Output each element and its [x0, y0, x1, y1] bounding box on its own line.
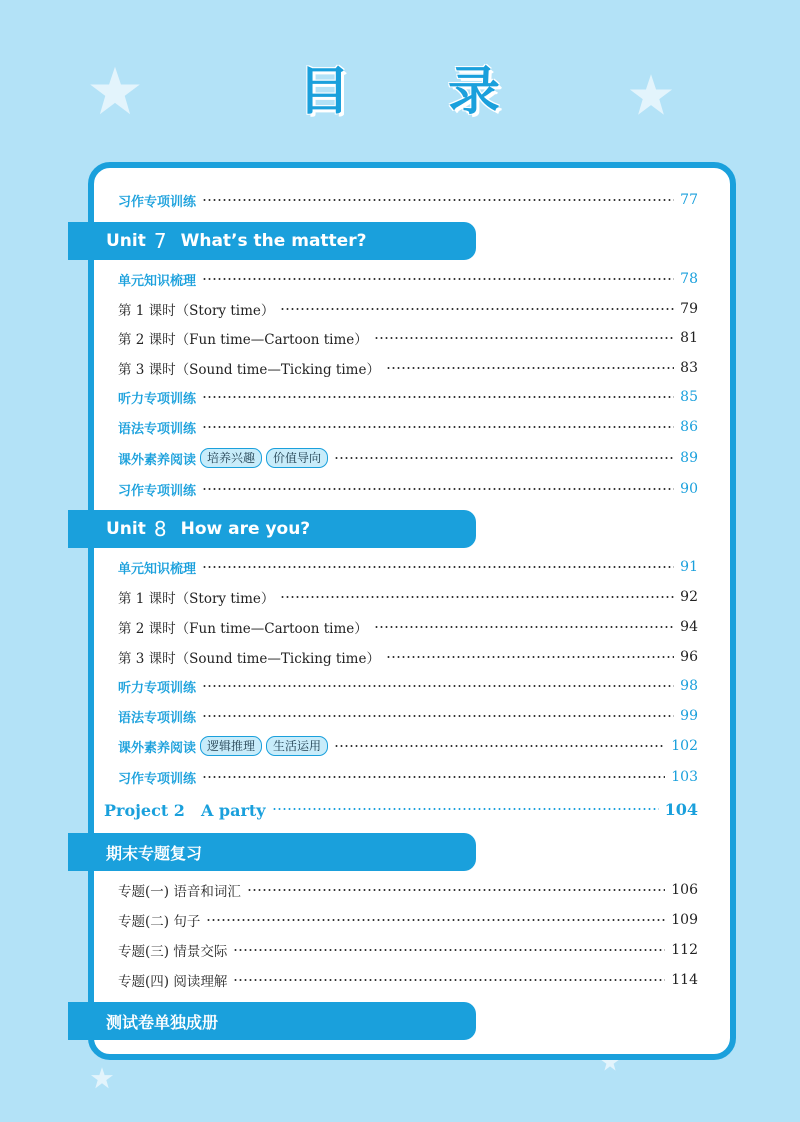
- toc-entry[interactable]: 单元知识梳理 91: [118, 559, 698, 577]
- topic-tag: 培养兴趣: [200, 448, 262, 468]
- dot-leader: [202, 278, 674, 280]
- toc-entry[interactable]: 第 1 课时（Story time） 79: [118, 301, 698, 319]
- dot-leader: [280, 308, 674, 310]
- toc-entry[interactable]: 语法专项训练 86: [118, 419, 698, 437]
- page-number: 112: [671, 942, 698, 958]
- dot-leader: [206, 919, 665, 921]
- page-number: 99: [680, 708, 698, 724]
- toc-entry[interactable]: 语法专项训练 99: [118, 708, 698, 726]
- dot-leader: [272, 808, 659, 810]
- dot-leader: [202, 776, 665, 778]
- dot-leader: [202, 488, 674, 490]
- page-number: 92: [680, 589, 698, 605]
- toc-entry[interactable]: 习作专项训练 90: [118, 481, 698, 499]
- dot-leader: [334, 745, 665, 747]
- dot-leader: [247, 889, 665, 891]
- page-number: 104: [664, 799, 698, 819]
- dot-leader: [233, 979, 665, 981]
- toc-entry[interactable]: 听力专项训练 85: [118, 389, 698, 407]
- page-number: 109: [671, 912, 698, 928]
- toc-entry[interactable]: 习作专项训练 77: [118, 192, 698, 210]
- dot-leader: [202, 685, 674, 687]
- dot-leader: [202, 426, 674, 428]
- page-number: 91: [680, 559, 698, 575]
- page-number: 96: [680, 649, 698, 665]
- page-number: 79: [680, 301, 698, 317]
- page-number: 103: [671, 769, 698, 785]
- dot-leader: [334, 457, 674, 459]
- page-title-char: 录: [448, 62, 501, 122]
- page-number: 78: [680, 271, 698, 287]
- toc-entry[interactable]: 专题(二) 句子 109: [118, 912, 698, 930]
- toc-entry[interactable]: 单元知识梳理 78: [118, 271, 698, 289]
- toc-entry[interactable]: 专题(四) 阅读理解 114: [118, 972, 698, 990]
- page-title: [0, 60, 800, 130]
- page-number: 102: [671, 738, 698, 754]
- page-number: 86: [680, 419, 698, 435]
- star-icon: [90, 1066, 114, 1090]
- page-number: 106: [671, 882, 698, 898]
- unit-7-banner[interactable]: Unit 7 What’s the matter?: [68, 222, 476, 260]
- page-number: 114: [671, 972, 698, 988]
- toc-entry[interactable]: 专题(三) 情景交际 112: [118, 942, 698, 960]
- dot-leader: [202, 396, 674, 398]
- dot-leader: [202, 715, 674, 717]
- dot-leader: [280, 596, 674, 598]
- dot-leader: [202, 566, 674, 568]
- page-title-char: 目: [298, 62, 351, 122]
- toc-entry[interactable]: 习作专项训练 103: [118, 769, 698, 787]
- dot-leader: [374, 626, 674, 628]
- project-2-entry[interactable]: Project 2 A party 104: [104, 799, 698, 820]
- page-number: 98: [680, 678, 698, 694]
- toc-entry[interactable]: 课外素养阅读 培养兴趣 价值导向 89: [118, 450, 698, 468]
- page-number: 89: [680, 450, 698, 466]
- page-number: 77: [680, 192, 698, 208]
- dot-leader: [386, 656, 674, 658]
- toc-entry[interactable]: 第 3 课时（Sound time—Ticking time） 96: [118, 649, 698, 667]
- toc-entry[interactable]: 第 2 课时（Fun time—Cartoon time） 94: [118, 619, 698, 637]
- toc-entry[interactable]: 课外素养阅读 逻辑推理 生活运用 102: [118, 738, 698, 756]
- final-review-banner[interactable]: 期末专题复习: [68, 833, 476, 871]
- page-number: 90: [680, 481, 698, 497]
- toc-entry[interactable]: 听力专项训练 98: [118, 678, 698, 696]
- unit-8-banner[interactable]: Unit 8 How are you?: [68, 510, 476, 548]
- toc-entry[interactable]: 第 2 课时（Fun time—Cartoon time） 81: [118, 330, 698, 348]
- test-volume-banner[interactable]: 测试卷单独成册: [68, 1002, 476, 1040]
- dot-leader: [202, 199, 674, 201]
- toc-entry[interactable]: 专题(一) 语音和词汇 106: [118, 882, 698, 900]
- topic-tag: 价值导向: [266, 448, 328, 468]
- dot-leader: [374, 337, 674, 339]
- dot-leader: [386, 367, 674, 369]
- topic-tag: 生活运用: [266, 736, 328, 756]
- page-number: 94: [680, 619, 698, 635]
- topic-tag: 逻辑推理: [200, 736, 262, 756]
- toc-entry[interactable]: 第 1 课时（Story time） 92: [118, 589, 698, 607]
- page-number: 85: [680, 389, 698, 405]
- dot-leader: [233, 949, 665, 951]
- page-number: 83: [680, 360, 698, 376]
- toc-entry[interactable]: 第 3 课时（Sound time—Ticking time） 83: [118, 360, 698, 378]
- page-number: 81: [680, 330, 698, 346]
